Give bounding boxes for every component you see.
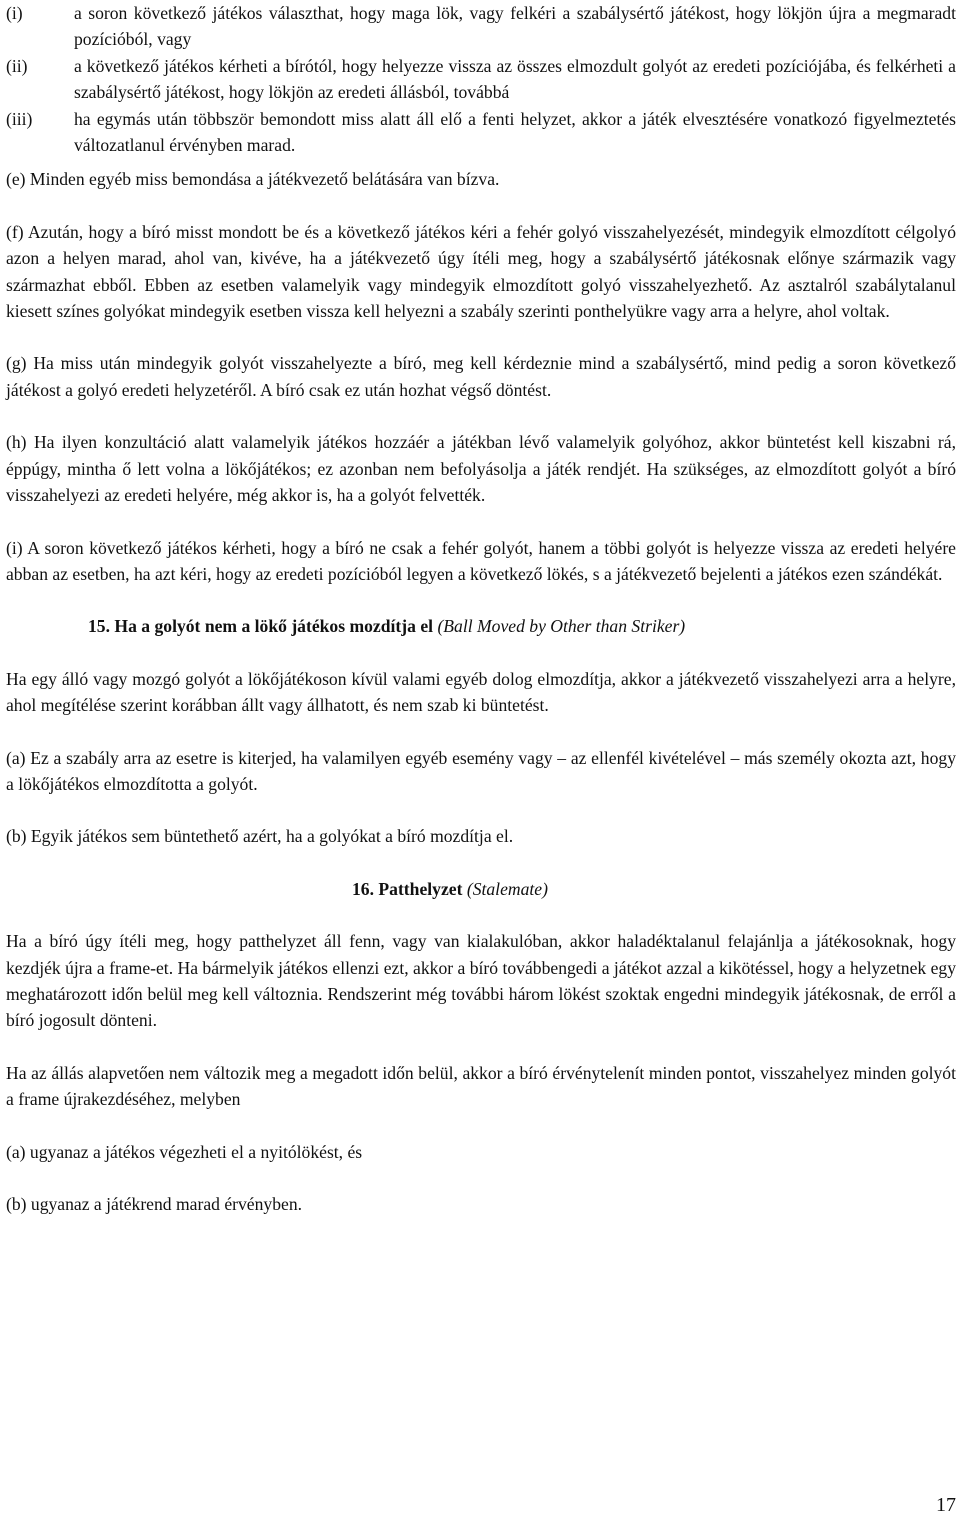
list-item <box>6 0 956 53</box>
section-16-subtitle: (Stalemate) <box>466 878 548 899</box>
document-page <box>6 0 956 1217</box>
list-text: a következő játékos kérheti a bírótól, hogy helyezze vissza az összes elmozdult golyót az eredeti pozíciójába, és felkérheti a szabálysértő játékost, hogy lökjön az eredeti állásból, továbbá <box>74 55 956 103</box>
section-15-paragraph-a: (a) Ez a szabály arra az esetre is kiterjed, ha valamilyen egyéb esemény vagy – az ellenfél kivételével – más személy okozta azt, hogy a lökőjátékos elmozdította a golyót. <box>6 747 956 794</box>
section-15-title: Ha a golyót nem a lökő játékos mozdítja el <box>114 616 434 637</box>
section-15-number: 15. <box>88 616 110 637</box>
section-16-paragraph-b: (b) ugyanaz a játékrend marad érvényben. <box>6 1194 303 1214</box>
section-15-paragraph-b: (b) Egyik játékos sem büntethető azért, ha a golyókat a bíró mozdítja el. <box>6 826 514 847</box>
section-15-paragraph: Ha egy álló vagy mozgó golyót a lökőjátékoson kívül valami egyéb dolog elmozdítja, akkor a játékvezető visszahelyezi arra a helyre, ahol megítélése szerint korábban állt vagy állhatott, és nem szab ki büntetést. <box>6 668 956 716</box>
paragraph-h: (h) Ha ilyen konzultáció alatt valamelyik játékos hozzáér a játékban lévő valamelyik golyóhoz, akkor büntetést kell kiszabni rá, éppúgy, mintha ő lett volna a lökőjátékos; ez azonban nem befolyásolja a játék rendjét. Ha szükséges, az elmozdított golyót a bíró visszahelyezi az eredeti helyére, még akkor is, ha a golyót felvették. <box>6 432 956 506</box>
section-15-heading <box>6 613 956 639</box>
list-marker: (i) <box>6 3 23 23</box>
paragraph-e: (e) Minden egyéb miss bemondása a játékvezető belátására van bízva. <box>6 169 500 190</box>
section-15-subtitle: (Ball Moved by Other than Striker) <box>437 616 686 637</box>
page-number: 17 <box>936 1494 956 1516</box>
list-text: ha egymás után többször bemondott miss alatt áll elő a fenti helyzet, akkor a játék elvesztésére vonatkozó figyelmeztetés változatlanul érvényben marad. <box>74 108 956 156</box>
list-item <box>6 53 956 106</box>
section-16-title: Patthelyzet <box>378 878 463 899</box>
list-marker: (iii) <box>6 108 33 129</box>
list-text: a soron következő játékos választhat, hogy maga lök, vagy felkéri a szabálysértő játékost, hogy lökjön újra a megmaradt pozícióból, vagy <box>74 3 956 50</box>
section-16-paragraph-2: Ha az állás alapvetően nem változik meg a megadott időn belül, akkor a bíró érvénytelenít minden pontot, visszahelyez minden golyót a frame újrakezdéséhez, melyben <box>6 1062 956 1110</box>
paragraph-i: (i) A soron következő játékos kérheti, hogy a bíró ne csak a fehér golyót, hanem a többi golyót is helyezze vissza az eredeti helyére abban az esetben, ha azt kéri, hogy az eredeti pozícióból legyen a következő lökés, s a játékvezető bejelenti a játékos ezen szándékát. <box>6 537 956 584</box>
section-16-number: 16. <box>352 878 374 899</box>
paragraph-g: (g) Ha miss után mindegyik golyót visszahelyezte a bíró, meg kell kérdeznie mind a szabálysértő, mind pedig a soron következő játékost a golyó eredeti helyzetéről. A bíró csak ez után hozhat végső döntést. <box>6 353 956 400</box>
section-16-paragraph-a: (a) ugyanaz a játékos végezheti el a nyitólökést, és <box>6 1141 363 1162</box>
section-16-heading <box>6 876 956 902</box>
list-marker: (ii) <box>6 55 28 76</box>
list-item <box>6 106 956 159</box>
section-16-paragraph-1: Ha a bíró úgy ítéli meg, hogy patthelyzet áll fenn, vagy van kialakulóban, akkor haladéktalanul felajánlja a játékosoknak, hogy kezdjék újra a frame-et. Ha bármelyik játékos ellenzi ezt, akkor a bíró továbbengedi a játékot azzal a kikötéssel, hogy a helyzetnek egy meghatározott időn belül meg kell változnia. Rendszerint még további három lökést szoktak engedni mindegyik játékosnak, de erről a bíró jogosult dönteni. <box>6 931 956 1031</box>
paragraph-f: (f) Azután, hogy a bíró misst mondott be és a következő játékos kéri a fehér golyó visszahelyezését, mindegyik elmozdított célgolyó azon a helyen marad, ahol van, kivéve, ha a játékvezető úgy ítéli meg, hogy a szabálysértő játékosnak előnye származik vagy származhat ebből. Ebben az esetben valamelyik vagy mindegyik elmozdított golyó visszahelyezhető. Az asztalról szabálytalanul kiesett színes golyókat mindegyik esetben vissza kell helyezni a szabály szerinti ponthelyükre vagy arra a helyre, ahol voltak. <box>6 221 956 322</box>
